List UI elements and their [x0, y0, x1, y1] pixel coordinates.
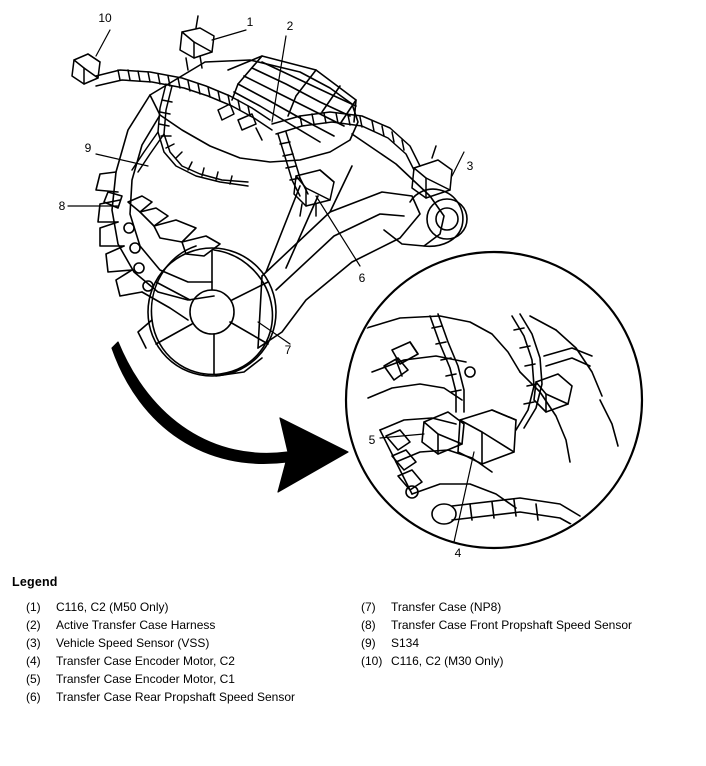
legend-column-right	[361, 599, 691, 671]
legend-item-text: Transfer Case Encoder Motor, C1	[56, 672, 235, 686]
legend-title: Legend	[12, 575, 58, 589]
legend-item-text: Transfer Case Rear Propshaft Speed Sensor	[56, 690, 296, 704]
legend-item-text: Transfer Case Encoder Motor, C2	[56, 654, 235, 668]
legend-item-key: (5)	[26, 672, 41, 686]
legend-item-key: (7)	[361, 600, 376, 614]
callout-2: 2	[286, 19, 294, 33]
callout-5: 5	[368, 433, 376, 447]
legend-item	[361, 653, 691, 669]
wiring-harness	[72, 16, 452, 216]
legend-item-key: (8)	[361, 618, 376, 632]
legend-item-text: C116, C2 (M30 Only)	[391, 654, 504, 668]
legend-item-key: (1)	[26, 600, 41, 614]
legend-item	[26, 635, 361, 651]
legend-item-text: Transfer Case Front Propshaft Speed Sensor	[391, 618, 633, 632]
legend-item-text: Active Transfer Case Harness	[56, 618, 216, 632]
callout-10: 10	[98, 11, 112, 25]
callout-numbers	[59, 11, 474, 560]
callout-1: 1	[246, 15, 254, 29]
legend-item-key: (6)	[26, 690, 41, 704]
legend	[0, 575, 706, 707]
legend-item-key: (4)	[26, 654, 41, 668]
callout-3: 3	[466, 159, 474, 173]
inset-detail-view	[346, 252, 642, 548]
legend-item	[26, 689, 361, 705]
legend-item	[26, 653, 361, 669]
legend-item-key: (10)	[361, 654, 383, 668]
legend-item	[26, 617, 361, 633]
legend-columns	[0, 599, 706, 707]
callout-6: 6	[358, 271, 366, 285]
legend-item-text: Vehicle Speed Sensor (VSS)	[56, 636, 210, 650]
magnify-arrow	[112, 342, 348, 492]
legend-item-text: C116, C2 (M50 Only)	[56, 600, 169, 614]
legend-item-key: (2)	[26, 618, 41, 632]
legend-item	[361, 599, 691, 615]
legend-column-left	[26, 599, 361, 707]
callout-8: 8	[58, 199, 66, 213]
callout-4: 4	[454, 546, 462, 560]
legend-item-key: (9)	[361, 636, 376, 650]
legend-item-text: S134	[391, 636, 420, 650]
callout-7: 7	[284, 343, 292, 357]
legend-item	[26, 599, 361, 615]
legend-item-text: Transfer Case (NP8)	[391, 600, 502, 614]
transfer-case-body	[96, 56, 467, 376]
legend-item	[26, 671, 361, 687]
legend-item	[361, 635, 691, 651]
legend-item	[361, 617, 691, 633]
callout-9: 9	[84, 141, 92, 155]
legend-item-key: (3)	[26, 636, 41, 650]
